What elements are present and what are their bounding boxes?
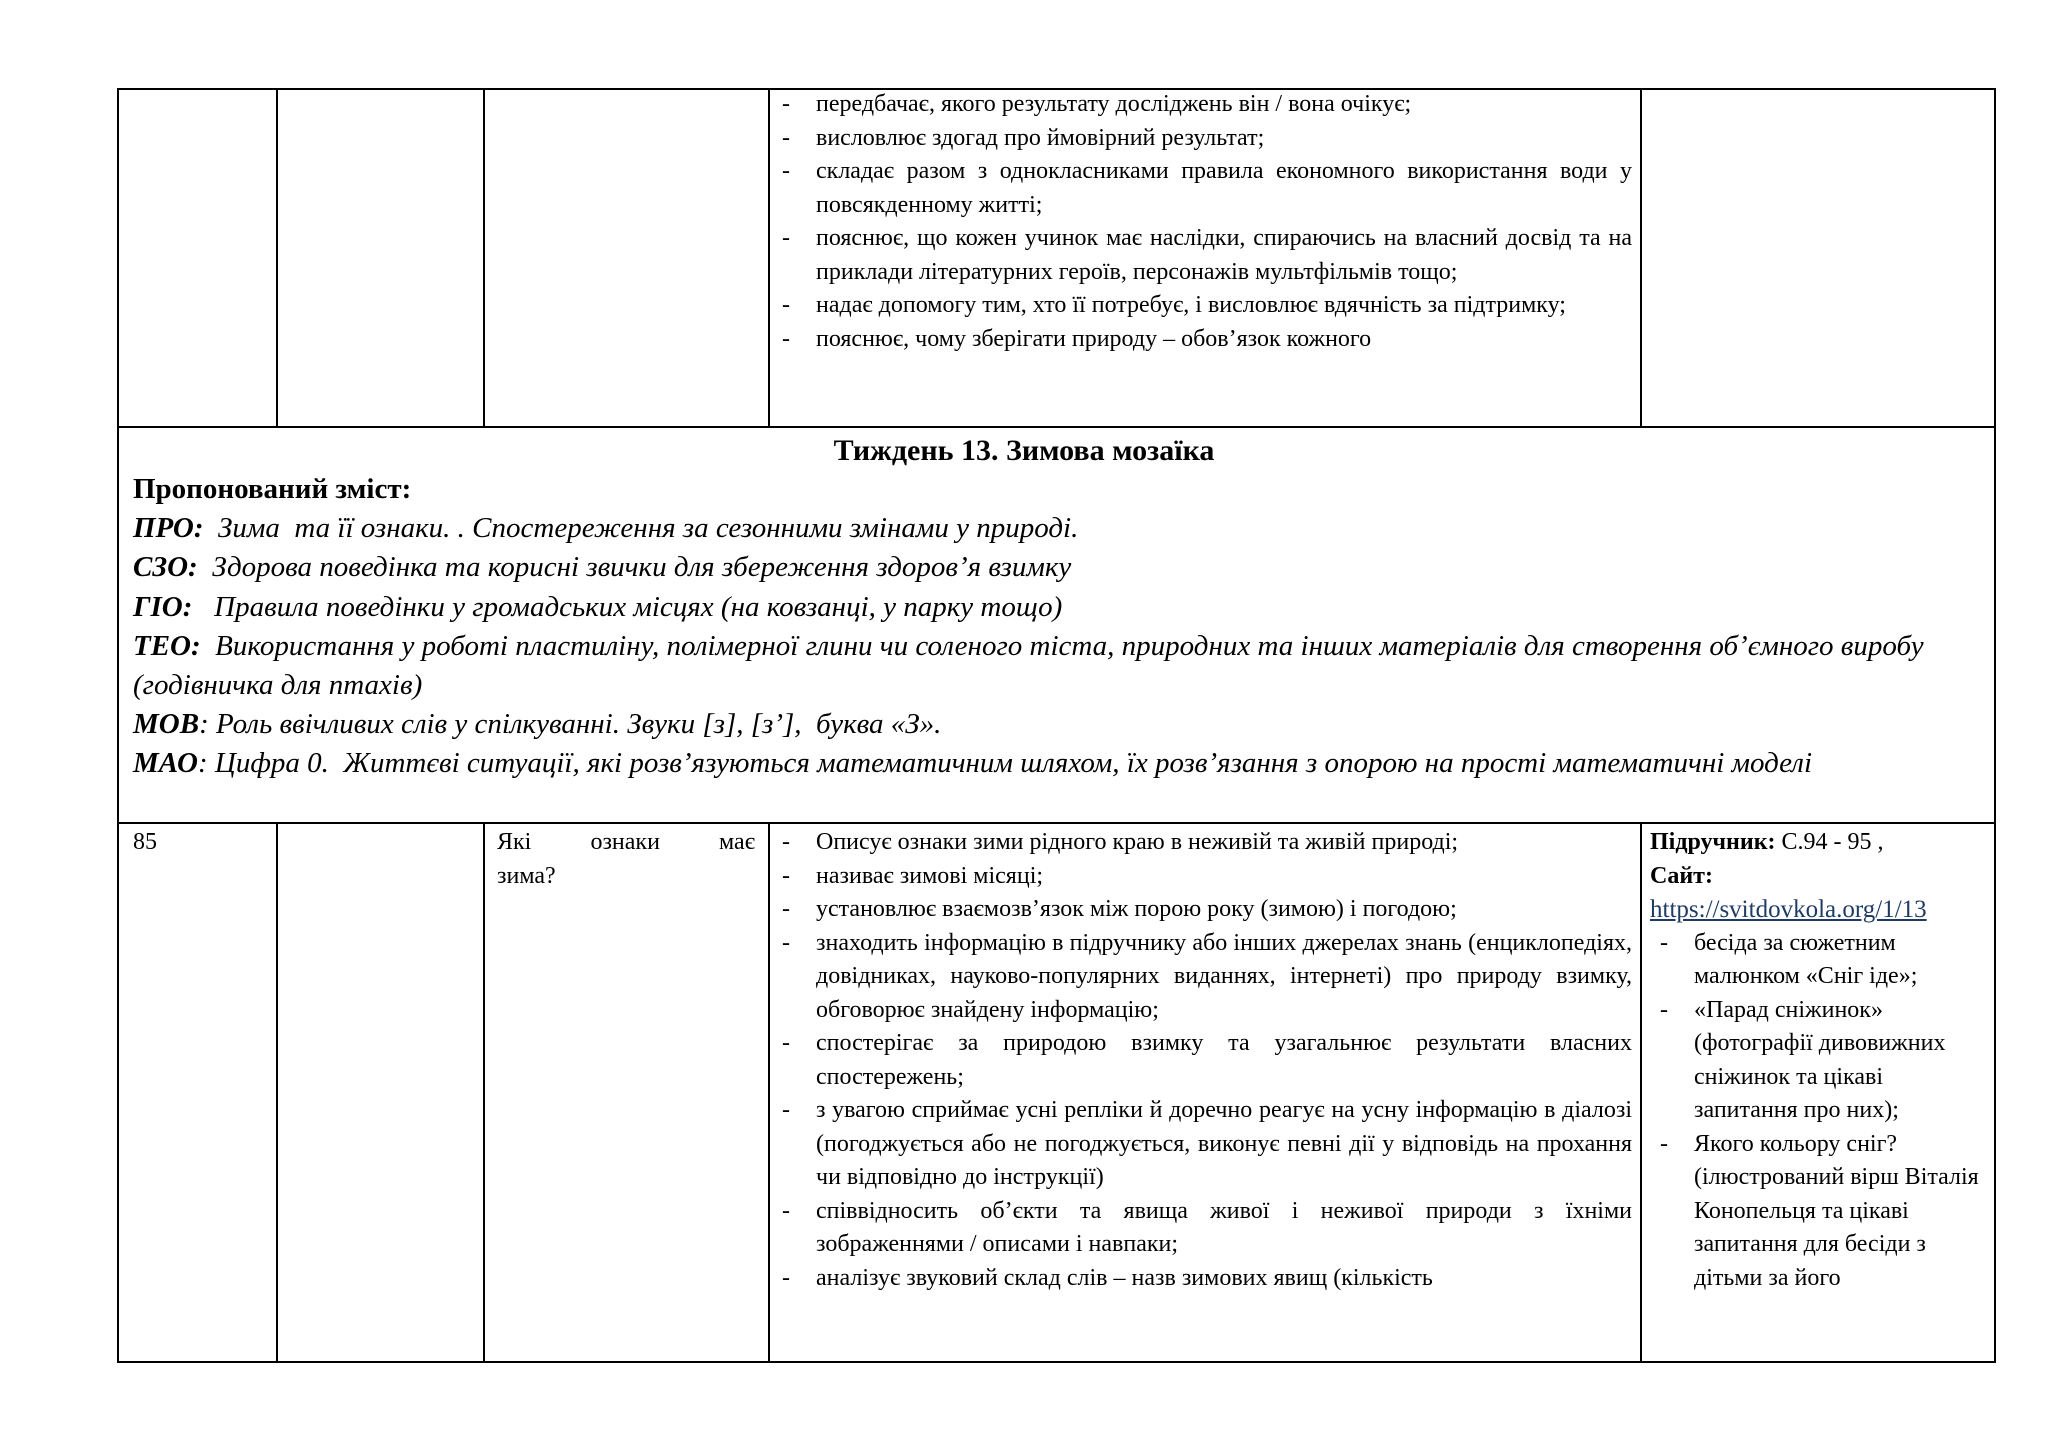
column-divider [276,88,278,427]
list-item: - співвідносить об’єкти та явища живої і неживої природи з їхніми зображеннями / описами і навпаки; [772,1195,1632,1262]
area-label: ГІО: [133,590,193,623]
column-divider [768,822,770,1362]
area-text: : Роль ввічливих слів у спілкуванні. Звуки [з], [з’], буква «З». [199,708,942,741]
list-item: - називає зимові місяці; [772,860,1632,894]
area-label: МАО [133,747,198,780]
column-divider [483,822,485,1362]
top-row-outcomes-cell [772,88,1632,356]
lesson-outcomes-list [772,826,1632,1295]
area-label: ПРО: [133,512,204,545]
week-title: Тиждень 13. Зимова мозаїка [833,434,1215,467]
list-item: - «Парад сніжинок» (фотографії дивовижних сніжинок та цікаві запитання про них); [1650,994,1990,1128]
lesson-outcomes-cell [772,826,1632,1295]
content-area-mao [133,744,1993,783]
area-label: СЗО: [133,551,198,584]
lesson-resources-cell [1650,826,1990,1295]
textbook-line [1650,826,1990,860]
list-item: - Якого кольору сніг? (ілюстрований вірш Віталія Конопельця та цікаві запитання для бесіди з дітьми за його [1650,1128,1990,1296]
list-item: - аналізує звуковий склад слів – назв зимових явищ (кількість [772,1262,1632,1296]
column-divider [768,88,770,427]
area-text: : Цифра 0. Життєві ситуації, які розв’язуються математичним шляхом, їх розв’язання з опорою на прості математичні моделі [197,747,1813,780]
lesson-question: Які ознаки має зима? [497,829,755,889]
column-divider [1640,88,1642,427]
area-label: МОВ [133,708,200,741]
content-area-pro [133,509,1993,548]
content-area-mov [133,705,1993,744]
lesson-number: 85 [133,829,157,855]
column-divider [483,88,485,427]
row-divider-week [117,822,1996,824]
area-text: Правила поведінки у громадських місцях (на ковзанці, у парку тощо) [192,590,1063,623]
list-item: - установлює взаємозв’язок між порою року (зимою) і погодою; [772,893,1632,927]
list-item: - спостерігає за природою взимку та узагальнює результати власних спостережень; [772,1027,1632,1094]
column-divider [276,822,278,1362]
list-item: - бесіда за сюжетним малюнком «Сніг іде»; [1650,927,1990,994]
area-text: Здорова поведінка та корисні звички для збереження здоров’я взимку [197,551,1072,584]
content-area-teo [133,627,1993,705]
list-item: - передбачає, якого результату досліджень він / вона очікує; [772,88,1632,122]
textbook-pages: С.94 - 95 , [1775,829,1884,855]
area-label: ТЕО: [133,629,201,662]
list-item: - висловлює здогад про ймовірний результат; [772,122,1632,156]
top-row-outcomes-list [772,88,1632,356]
proposed-content [133,470,1993,784]
content-area-szo [133,548,1993,587]
row-divider-top [117,426,1996,428]
area-text: Використання у роботі пластиліну, полімерної глини чи соленого тіста, природних та інших матеріалів для створення об’ємного виробу (годівничка для птахів) [133,629,1931,702]
site-link[interactable]: https://svitdovkola.org/1/13 [1650,896,1927,923]
list-item: - надає допомогу тим, хто її потребує, і висловлює вдячність за підтримку; [772,289,1632,323]
list-item: - Описує ознаки зими рідного краю в неживій та живій природі; [772,826,1632,860]
list-item: - з увагою сприймає усні репліки й доречно реагує на усну інформацію в діалозі (погоджується або не погоджується, виконує певні дії у відповідь на прохання чи відповідно до інструкції) [772,1094,1632,1195]
list-item: - знаходить інформацію в підручнику або інших джерелах знань (енциклопедіях, довідниках, науково-популярних виданнях, інтернеті) про природу взимку, обговорює знайдену інформацію; [772,927,1632,1028]
list-item: - пояснює, що кожен учинок має наслідки, спираючись на власний досвід та на приклади літературних героїв, персонажів мультфільмів тощо; [772,222,1632,289]
content-heading: Пропонований зміст: [133,473,412,505]
content-area-gio [133,588,1993,627]
list-item: - пояснює, чому зберігати природу – обов’язок кожного [772,323,1632,357]
table-border-bottom [117,1361,1996,1363]
table-border-left [117,88,119,1363]
column-divider [1640,822,1642,1362]
textbook-label: Підручник: [1650,829,1776,855]
list-item: - складає разом з однокласниками правила економного використання води у повсякденному житті; [772,155,1632,222]
area-text: Зима та її ознаки. . Спостереження за сезонними змінами у природі. [203,512,1079,545]
resources-list [1650,927,1990,1296]
table-border-right [1994,88,1996,1363]
site-label: Сайт: [1650,862,1713,889]
